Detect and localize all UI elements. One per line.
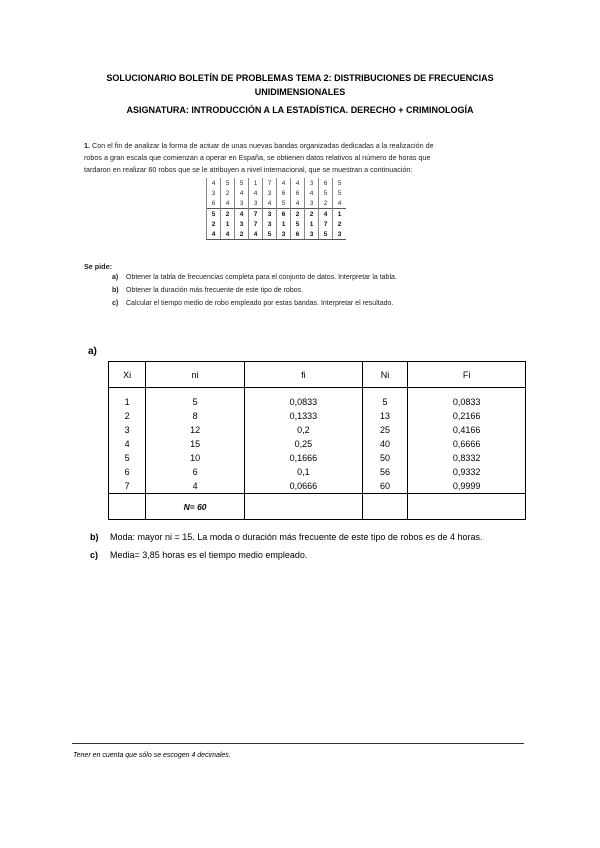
raw-data-table	[206, 178, 346, 240]
cell-fi: 0,4166	[452, 425, 481, 435]
raw-data-cell: 4	[263, 198, 277, 209]
raw-data-cell: 5	[235, 178, 249, 188]
raw-data-cell: 3	[277, 229, 291, 240]
cell-fi: 0,25	[294, 439, 313, 449]
raw-data-cell: 6	[291, 229, 305, 240]
question-b-text: Obtener la duración más frecuente de este tipo de robos.	[126, 287, 304, 294]
cell-ni: 8	[192, 411, 198, 421]
raw-data-row	[207, 219, 347, 229]
question-a-letter: a)	[112, 274, 119, 281]
raw-data-cell: 3	[249, 198, 263, 209]
header-xi: Xi	[109, 362, 146, 388]
cell-xi: 5	[124, 453, 130, 463]
raw-data-row	[207, 209, 347, 220]
cell-xi: 2	[124, 411, 130, 421]
question-c	[112, 300, 393, 307]
raw-data-cell: 7	[249, 209, 263, 220]
raw-data-cell: 4	[207, 178, 221, 188]
raw-data-cell: 5	[291, 219, 305, 229]
raw-data-cell: 2	[235, 229, 249, 240]
raw-data-cell: 3	[263, 188, 277, 198]
raw-data-cell: 1	[249, 178, 263, 188]
footer-empty-2	[244, 494, 362, 520]
cell-fi: 0,1666	[289, 453, 318, 463]
raw-data-cell: 3	[333, 229, 347, 240]
cell-fi: 0,1333	[289, 411, 318, 421]
cell-xi: 1	[124, 397, 130, 407]
cell-fi: 0,8332	[452, 453, 481, 463]
raw-data-cell: 3	[263, 219, 277, 229]
cell-ni: 56	[379, 467, 390, 477]
cell-fi: 0,0666	[289, 481, 318, 491]
frequency-table	[108, 361, 526, 520]
footer-empty-3	[362, 494, 407, 520]
problem-text-1: Con el fin de analizar la forma de actuar de unas nuevas bandas organizadas dedicadas a la realización de	[92, 141, 434, 150]
raw-data-cell: 3	[305, 229, 319, 240]
raw-data-cell: 4	[221, 198, 235, 209]
raw-data-cell: 5	[333, 178, 347, 188]
raw-data-cell: 5	[319, 229, 333, 240]
cell-fi: 0,0833	[452, 397, 481, 407]
header-Ni: Ni	[362, 362, 407, 388]
header-fi: fi	[244, 362, 362, 388]
footnote: Tener en cuenta que sólo se escogen 4 decimales.	[73, 752, 231, 759]
raw-data-cell: 5	[221, 178, 235, 188]
raw-data-cell: 5	[277, 198, 291, 209]
raw-data-cell: 6	[207, 198, 221, 209]
column-Ni	[362, 388, 407, 494]
raw-data-cell: 3	[263, 209, 277, 220]
raw-data-cell: 4	[235, 209, 249, 220]
cell-ni: 13	[379, 411, 390, 421]
cell-xi: 6	[124, 467, 130, 477]
footer-empty-1	[109, 494, 146, 520]
cell-fi: 0,1	[297, 467, 310, 477]
raw-data-cell: 4	[291, 198, 305, 209]
problem-statement-line-2: robos a gran escala que comienzan a operar en España, se obtienen datos relativos al número de horas que	[84, 153, 431, 162]
raw-data-cell: 1	[305, 219, 319, 229]
answer-b	[90, 532, 482, 542]
raw-data-cell: 4	[277, 178, 291, 188]
cell-fi: 0,9332	[452, 467, 481, 477]
raw-data-cell: 7	[319, 219, 333, 229]
raw-data-cell: 3	[207, 188, 221, 198]
raw-data-cell: 1	[221, 219, 235, 229]
raw-data-cell: 4	[207, 229, 221, 240]
raw-data-cell: 6	[319, 178, 333, 188]
raw-data-cell: 3	[305, 178, 319, 188]
cell-ni: 15	[190, 439, 201, 449]
cell-fi: 0,9999	[452, 481, 481, 491]
cell-ni: 40	[379, 439, 390, 449]
answer-b-letter: b)	[90, 532, 99, 542]
raw-data-cell: 2	[221, 188, 235, 198]
answer-c	[90, 550, 307, 560]
problem-statement-line-3: tardaron en realizar 60 robos que se le atribuyen a nivel internacional, que se muestran a continuación:	[84, 165, 413, 174]
cell-xi: 3	[124, 425, 130, 435]
se-pide-label: Se pide:	[84, 262, 112, 271]
raw-data-cell: 4	[333, 198, 347, 209]
raw-data-cell: 4	[249, 188, 263, 198]
cell-ni: 5	[382, 397, 388, 407]
raw-data-cell: 7	[263, 178, 277, 188]
cell-ni: 6	[192, 467, 198, 477]
raw-data-cell: 4	[319, 209, 333, 220]
answer-c-text: Media= 3,85 horas es el tiempo medio empleado.	[110, 550, 308, 560]
footnote-divider	[72, 743, 524, 744]
raw-data-cell: 5	[333, 188, 347, 198]
cell-ni: 12	[190, 425, 201, 435]
cell-ni: 25	[379, 425, 390, 435]
question-a-text: Obtener la tabla de frecuencias completa para el conjunto de datos. Interpretar la tabla.	[126, 274, 397, 281]
document-title-line-1: SOLUCIONARIO BOLETÍN DE PROBLEMAS TEMA 2: DISTRIBUCIONES DE FRECUENCIAS	[106, 73, 494, 83]
raw-data-row	[207, 188, 347, 198]
raw-data-cell: 2	[221, 209, 235, 220]
raw-data-cell: 4	[235, 188, 249, 198]
header-ni: ni	[146, 362, 245, 388]
cell-xi: 4	[124, 439, 130, 449]
column-Fi	[408, 388, 526, 494]
cell-ni: 4	[192, 481, 198, 491]
raw-data-cell: 2	[319, 198, 333, 209]
question-b-letter: b)	[112, 287, 119, 294]
column-fi	[244, 388, 362, 494]
raw-data-cell: 4	[291, 178, 305, 188]
raw-data-cell: 3	[235, 198, 249, 209]
answer-b-text: Moda: mayor ni = 15. La moda o duración más frecuente de este tipo de robos es de 4 horas.	[110, 532, 483, 542]
cell-fi: 0,0833	[289, 397, 318, 407]
raw-data-cell: 3	[305, 198, 319, 209]
raw-data-cell: 4	[221, 229, 235, 240]
question-c-letter: c)	[112, 300, 119, 307]
cell-fi: 0,6666	[452, 439, 481, 449]
footer-empty-4	[408, 494, 526, 520]
raw-data-cell: 2	[291, 209, 305, 220]
raw-data-row	[207, 178, 347, 188]
raw-data-row	[207, 229, 347, 240]
raw-data-cell: 5	[319, 188, 333, 198]
raw-data-cell: 4	[305, 188, 319, 198]
section-a-label: a)	[88, 346, 97, 357]
answer-c-letter: c)	[90, 550, 99, 560]
raw-data-cell: 1	[333, 209, 347, 220]
raw-data-cell: 3	[235, 219, 249, 229]
cell-ni: 5	[192, 397, 198, 407]
subject-title: ASIGNATURA: INTRODUCCIÓN A LA ESTADÍSTICA. DERECHO + CRIMINOLOGÍA	[126, 105, 474, 115]
raw-data-cell: 4	[249, 229, 263, 240]
header-Fi: Fi	[408, 362, 526, 388]
raw-data-cell: 6	[291, 188, 305, 198]
raw-data-cell: 2	[305, 209, 319, 220]
cell-fi: 0,2	[297, 425, 310, 435]
raw-data-cell: 2	[207, 219, 221, 229]
cell-xi: 7	[124, 481, 130, 491]
cell-fi: 0,2166	[452, 411, 481, 421]
raw-data-row	[207, 198, 347, 209]
raw-data-cell: 6	[277, 188, 291, 198]
raw-data-cell: 5	[207, 209, 221, 220]
question-a	[112, 274, 397, 281]
raw-data-cell: 7	[249, 219, 263, 229]
cell-ni: 60	[379, 481, 390, 491]
problem-number: 1.	[84, 141, 90, 150]
raw-data-cell: 5	[263, 229, 277, 240]
problem-statement-line-1	[84, 140, 520, 152]
cell-ni: 10	[190, 453, 201, 463]
question-c-text: Calcular el tiempo medio de robo empleado por estas bandas. Interpretar el resultado.	[126, 300, 394, 307]
raw-data-cell: 2	[333, 219, 347, 229]
total-n: N= 60	[146, 494, 245, 520]
cell-ni: 50	[379, 453, 390, 463]
raw-data-cell: 1	[277, 219, 291, 229]
question-b	[112, 287, 303, 294]
column-ni	[146, 388, 245, 494]
column-xi	[109, 388, 146, 494]
document-title-line-2: UNIDIMENSIONALES	[254, 87, 346, 97]
raw-data-cell: 6	[277, 209, 291, 220]
